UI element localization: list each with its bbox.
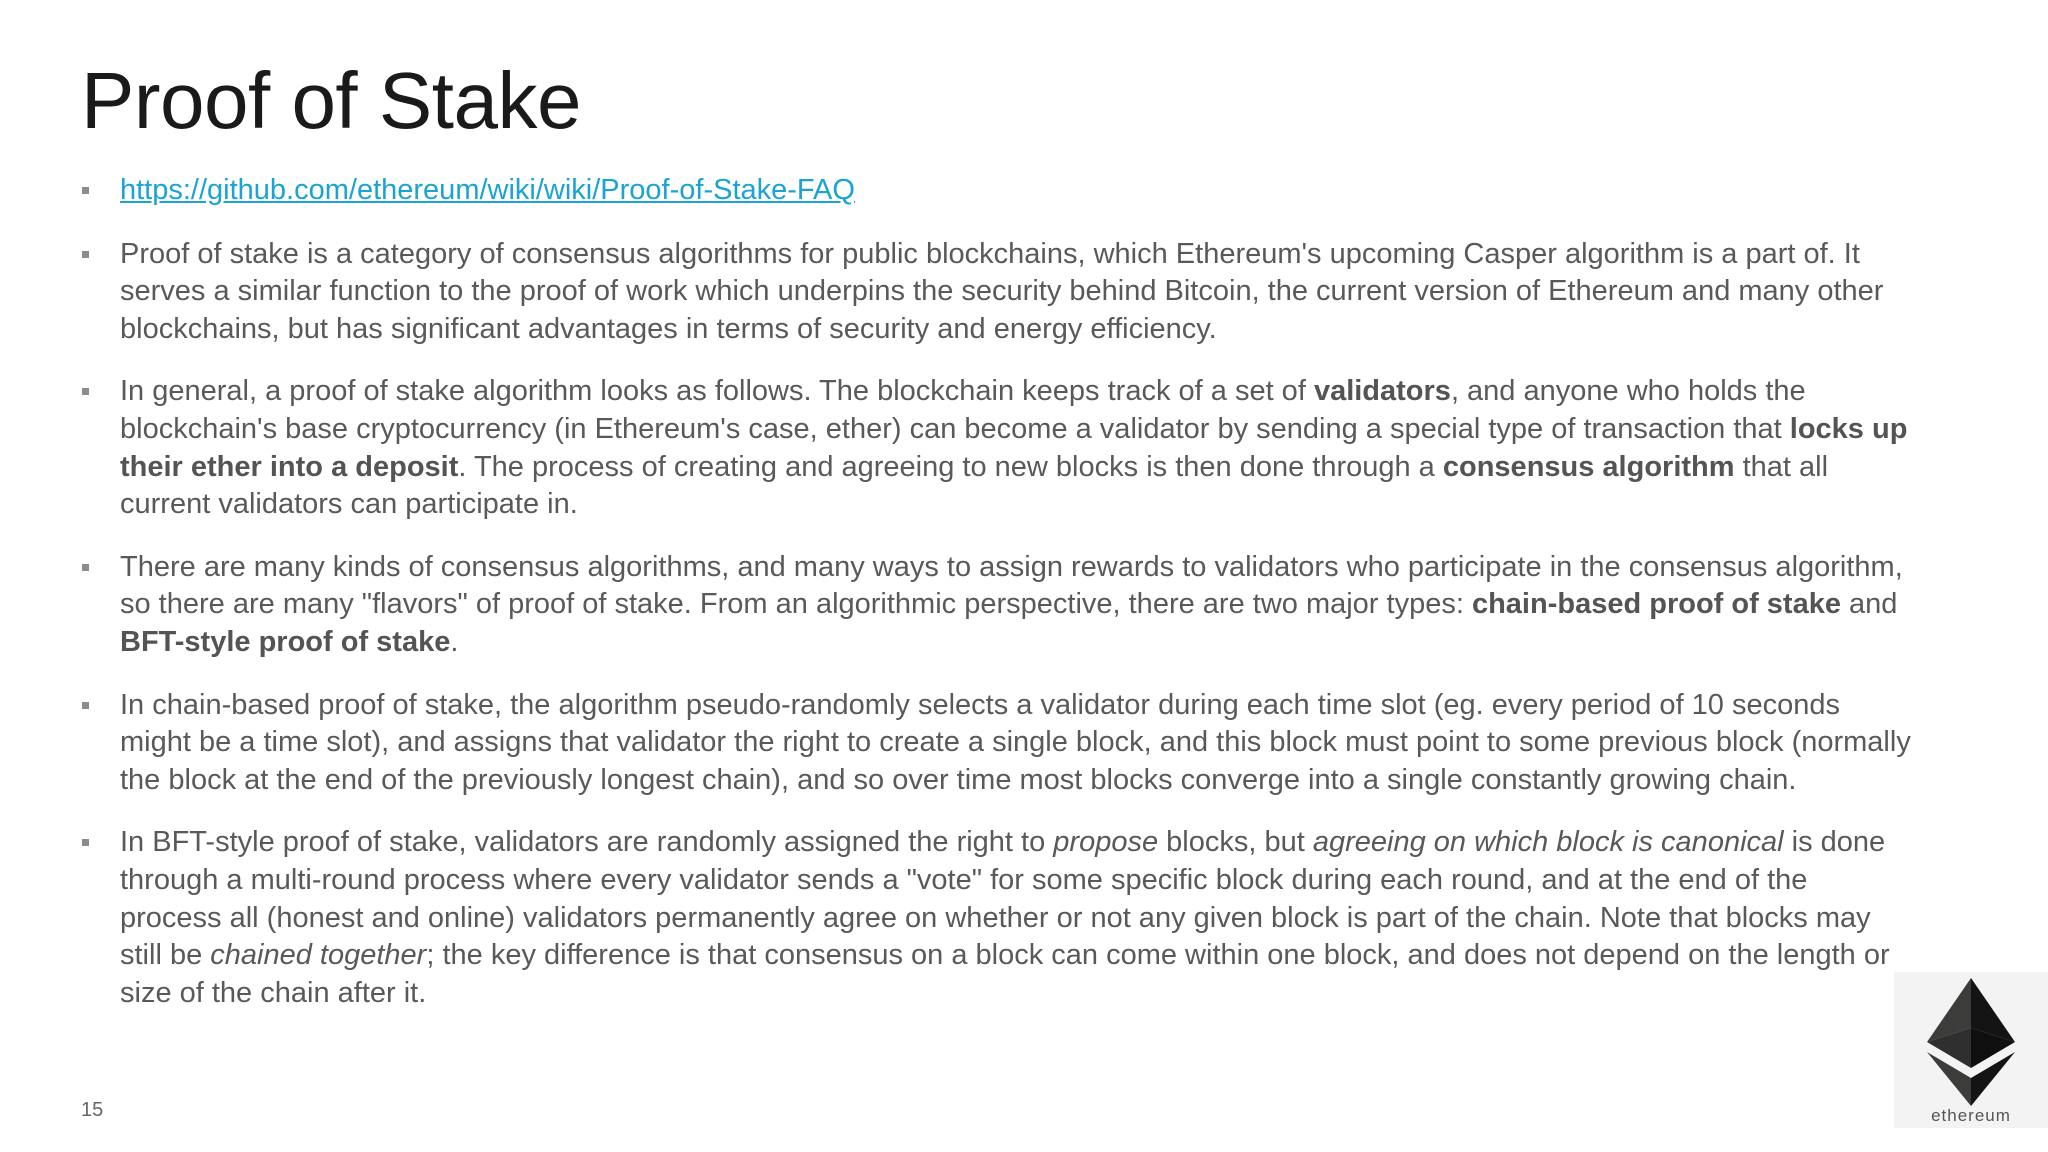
page-number: 15 bbox=[81, 1099, 104, 1121]
bold-term-bft-style: BFT-style proof of stake bbox=[120, 625, 451, 658]
bullet-list bbox=[81, 172, 1911, 1037]
bullet-item-types bbox=[81, 549, 1911, 662]
bullet-text-part: that all current validators can participate in. bbox=[120, 450, 1829, 521]
bullet-text-part: There are many kinds of consensus algorithms, and many ways to assign rewards to validators who participate in the consensus algorithm, so there are many "flavors" of proof of stake. From an algorithmic perspective, there are two major types: bbox=[120, 550, 1903, 621]
ethereum-diamond-icon bbox=[1927, 978, 2015, 1106]
bullet-square-icon bbox=[82, 564, 89, 571]
bullet-text-part: and bbox=[1840, 588, 1898, 621]
bullet-text-part: ; the key difference is that consensus on a block can come within one block, and does not depend on the length or size of the chain after it. bbox=[120, 939, 1890, 1009]
bullet-text: In chain-based proof of stake, the algorithm pseudo-randomly selects a validator during each time slot (eg. every period of 10 seconds might be a time slot), and assigns that validator the right to create a single block, and this block must point to some previous block (normally the block at the end of the previously longest chain), and so over time most blocks converge into a single constantly growing chain. bbox=[120, 688, 1911, 796]
bullet-item-chain-based bbox=[81, 687, 1911, 800]
bullet-square-icon bbox=[82, 839, 89, 846]
slide-title: Proof of Stake bbox=[81, 56, 581, 145]
bullet-text-part: is done through a multi-round process where every validator sends a "vote" for some specific block during each round, and at the end of the process all (honest and online) validators permanently agree on whether or not any given block is part of the chain. Note that blocks may still be bbox=[120, 826, 1886, 972]
bold-term-deposit: locks up their ether into a deposit bbox=[120, 412, 1908, 483]
bullet-item-faq-link bbox=[81, 172, 1911, 210]
italic-term-propose: propose bbox=[1053, 826, 1159, 859]
bullet-item-bft-style bbox=[81, 824, 1911, 1012]
ethereum-wordmark: ethereum bbox=[1931, 1106, 2011, 1125]
bullet-text-part: In general, a proof of stake algorithm looks as follows. The blockchain keeps track of a set of bbox=[120, 375, 1314, 408]
bullet-text-part: . The process of creating and agreeing to new blocks is then done through a bbox=[458, 450, 1443, 483]
bullet-text-part: blocks, but bbox=[1158, 826, 1313, 859]
faq-link[interactable]: https://github.com/ethereum/wiki/wiki/Proof-of-Stake-FAQ bbox=[120, 174, 855, 206]
bullet-square-icon bbox=[82, 187, 89, 194]
bullet-text-part: , and anyone who holds the blockchain's base cryptocurrency (in Ethereum's case, ether) can become a validator by sending a special type of transaction that bbox=[120, 375, 1806, 445]
bullet-text: Proof of stake is a category of consensus algorithms for public blockchains, which Ethereum's upcoming Casper algorithm is a part of. It serves a similar function to the proof of work which underpins the security behind Bitcoin, the current version of Ethereum and many other blockchains, but has significant advantages in terms of security and energy efficiency. bbox=[120, 237, 1884, 345]
bullet-item-definition bbox=[81, 236, 1911, 349]
bullet-square-icon bbox=[82, 388, 89, 395]
italic-term-canonical: agreeing on which block is canonical bbox=[1312, 826, 1784, 859]
bullet-square-icon bbox=[82, 251, 89, 258]
ethereum-logo bbox=[1894, 972, 2048, 1128]
bullet-item-general bbox=[81, 373, 1911, 523]
bullet-text-part: . bbox=[450, 625, 459, 658]
bold-term-chain-based: chain-based proof of stake bbox=[1471, 588, 1841, 621]
bullet-square-icon bbox=[82, 702, 89, 709]
italic-term-chained-together: chained together bbox=[210, 939, 427, 972]
bold-term-consensus-algorithm: consensus algorithm bbox=[1442, 450, 1735, 483]
bold-term-validators: validators bbox=[1313, 375, 1451, 408]
bullet-text-part: In BFT-style proof of stake, validators are randomly assigned the right to bbox=[120, 826, 1054, 859]
